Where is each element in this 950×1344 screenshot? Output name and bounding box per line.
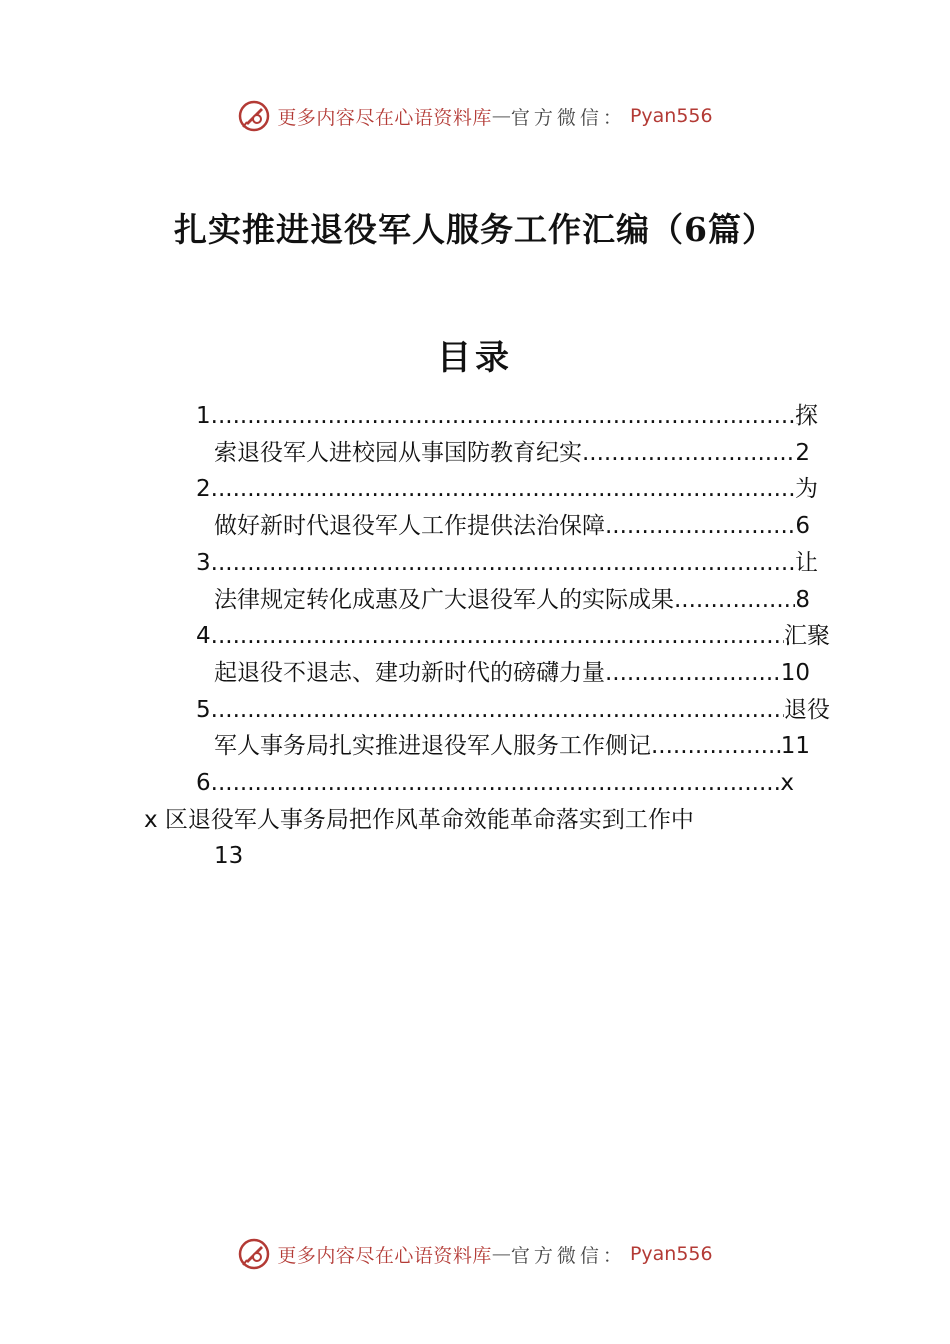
quill-seal-icon	[237, 1237, 271, 1271]
watermark-official-label: 官方微信：	[510, 106, 626, 129]
toc-leader-dots	[211, 692, 784, 729]
toc-entry-title-rest: 法律规定转化成惠及广大退役军人的实际成果	[214, 586, 674, 613]
toc-page-number: 2	[795, 439, 810, 466]
watermark-official-label: 官方微信：	[510, 1244, 626, 1267]
toc-leader-dots	[582, 435, 795, 472]
toc-entry-title-start: 让	[795, 549, 818, 576]
watermark-brand: 更多内容尽在心语资料库	[277, 1244, 492, 1267]
toc-entry-number: 6	[196, 770, 211, 797]
toc-entry-5[interactable]	[196, 692, 836, 765]
toc-leader-dots	[211, 618, 784, 655]
toc-entry-number: 5	[196, 696, 211, 723]
watermark-brand: 更多内容尽在心语资料库	[277, 106, 492, 129]
watermark-wechat-id: Pyan556	[629, 105, 713, 127]
document-title: 扎实推进退役军人服务工作汇编（6篇）	[174, 210, 776, 249]
toc-heading: 目录	[437, 338, 513, 378]
toc-leader-dots	[605, 508, 795, 545]
watermark-dash: —	[491, 105, 511, 127]
toc-entry-number: 1	[196, 403, 211, 429]
toc-page-number: 10	[780, 659, 810, 686]
toc-entry-title-start: 退役	[784, 696, 830, 723]
watermark-dash: —	[491, 1243, 511, 1265]
toc-leader-dots	[211, 398, 795, 435]
toc-entry-3[interactable]	[196, 545, 836, 618]
toc-leader-dots	[211, 471, 795, 508]
toc-entry-title-rest: 做好新时代退役军人工作提供法治保障	[214, 513, 605, 540]
toc-entry-title-start: x	[780, 770, 794, 797]
toc-entry-2[interactable]	[196, 471, 836, 544]
toc-entry-4[interactable]	[196, 618, 836, 691]
toc-entry-title-rest: 军人事务局扎实推进退役军人服务工作侧记	[214, 733, 651, 760]
header-watermark	[0, 96, 950, 136]
toc-entry-number: 3	[196, 549, 211, 576]
watermark-wechat-id: Pyan556	[629, 1243, 713, 1265]
quill-seal-icon	[237, 99, 271, 133]
toc-entry-title-rest: 起退役不退志、建功新时代的磅礴力量	[214, 659, 605, 686]
footer-watermark	[0, 1234, 950, 1274]
toc-entry-number: 2	[196, 476, 211, 503]
toc-entry-title-start: 汇聚	[784, 623, 830, 650]
toc-leader-dots	[674, 582, 795, 619]
toc-entry-title-start: 为	[795, 476, 818, 503]
toc-leader-dots	[651, 728, 781, 765]
toc-entry-title-rest: x 区退役军人事务局把作风革命效能革命落实到工作中	[144, 806, 694, 833]
toc-entry-title-start: 探	[795, 403, 818, 429]
table-of-contents	[144, 398, 836, 875]
toc-entry-6[interactable]	[144, 765, 836, 875]
toc-entry-number: 4	[196, 623, 211, 650]
toc-leader-dots	[605, 655, 781, 692]
toc-page-number: 6	[795, 513, 810, 540]
toc-page-number: 13	[214, 843, 244, 870]
toc-page-number: 11	[780, 733, 810, 760]
toc-entry-title-rest: 索退役军人进校园从事国防教育纪实	[214, 439, 582, 466]
toc-entry-1[interactable]	[196, 398, 836, 471]
toc-leader-dots	[211, 765, 781, 802]
toc-leader-dots	[211, 545, 795, 582]
toc-page-number: 8	[795, 586, 810, 613]
